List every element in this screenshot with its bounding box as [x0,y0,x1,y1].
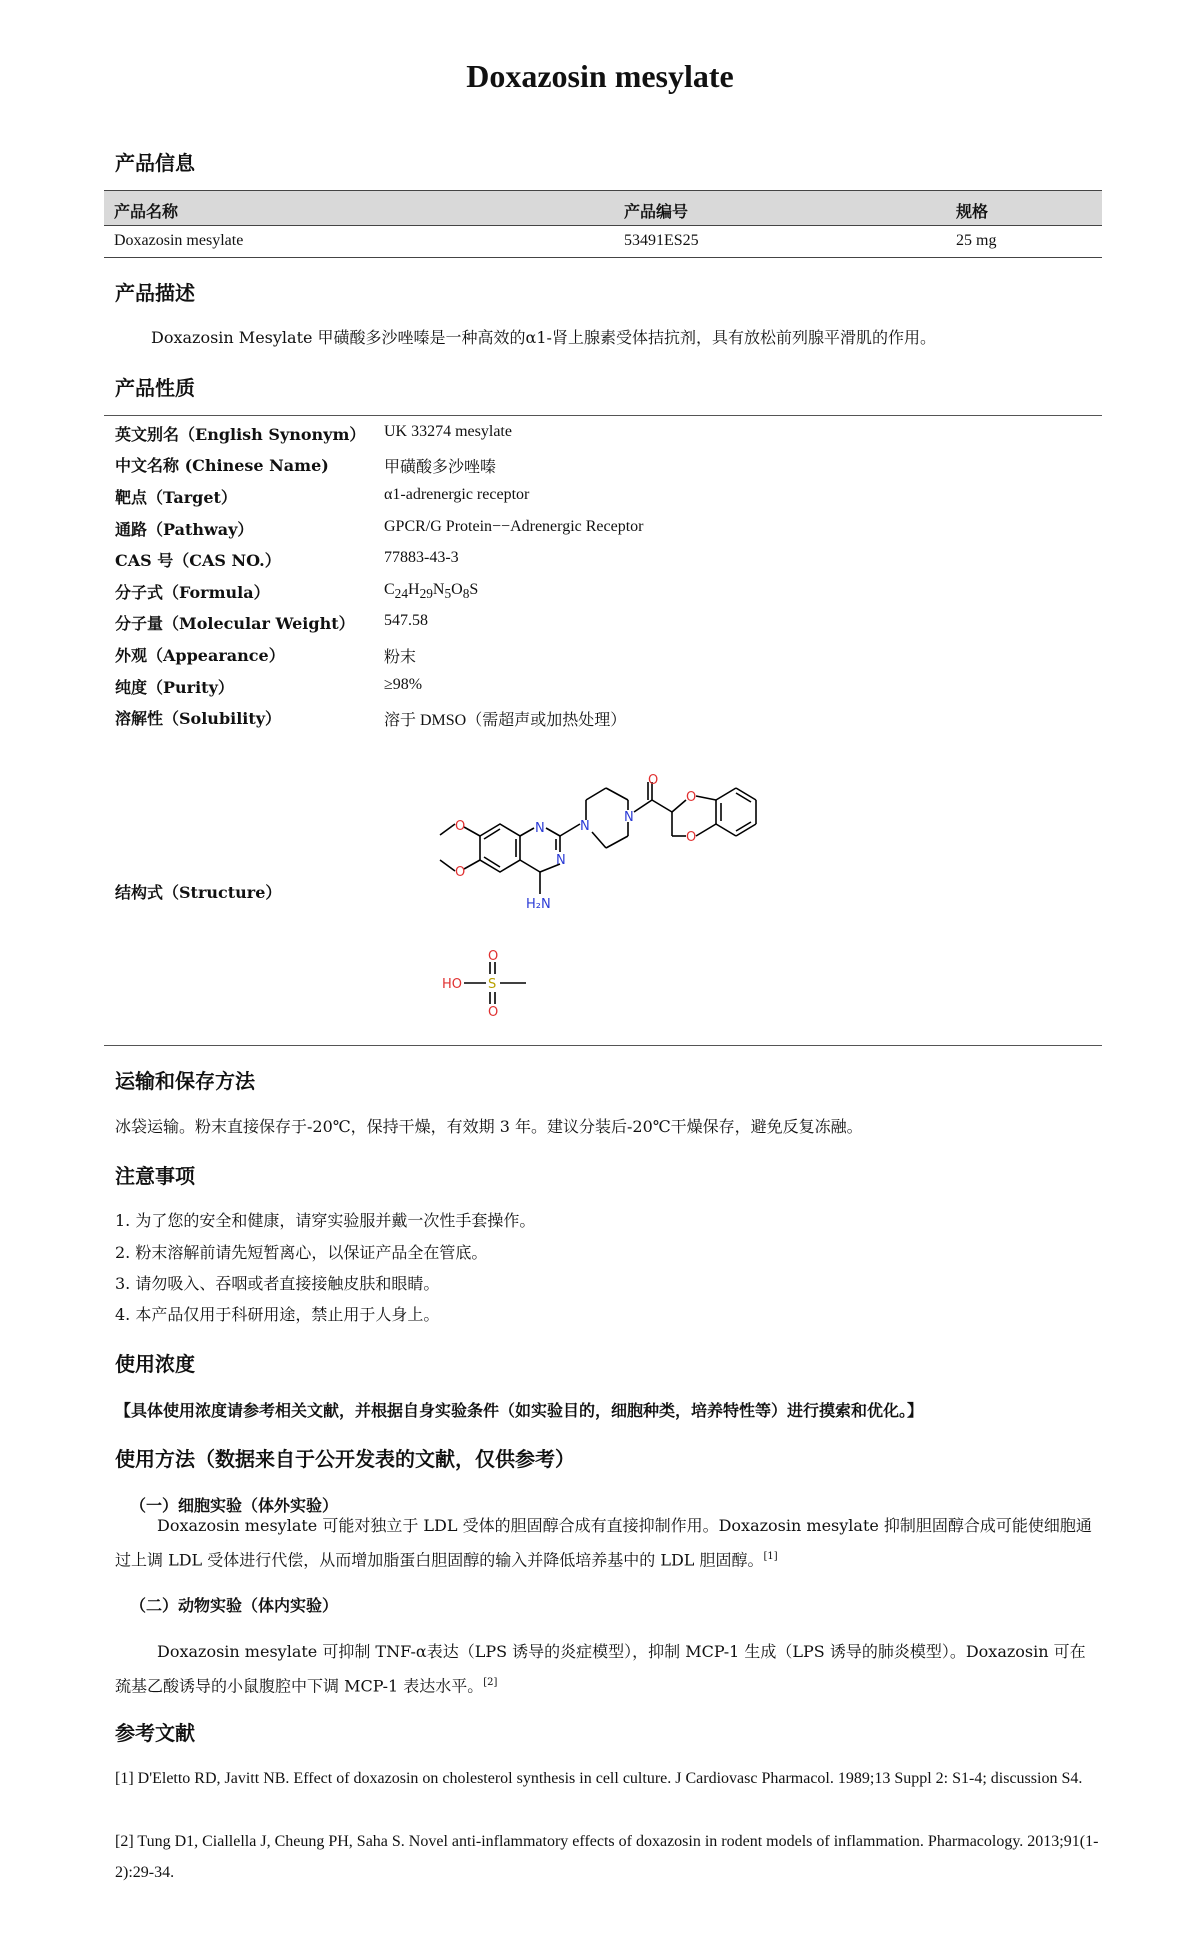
cell-experiment-text: Doxazosin mesylate 可能对独立于 LDL 受体的胆固醇合成有直接抑制作用。Doxazosin mesylate 抑制胆固醇合成可能使细胞通过上调 LDL 受体进行代偿，从而增加脂蛋白胆固醇的输入并降低培养基中的 LDL 胆固醇。[1] [115,1516,1092,1570]
note-item: 1. 为了您的安全和健康，请穿实验服并戴一次性手套操作。 [115,1211,536,1230]
note-item: 2. 粉末溶解前请先短暂离心，以保证产品全在管底。 [115,1243,488,1262]
note-item: 3. 请勿吸入、吞咽或者直接接触皮肤和眼睛。 [115,1274,440,1293]
piperazine-n4: N [624,810,634,825]
mw-value: 547.58 [384,612,428,629]
product-table-header [104,190,1102,226]
appearance-label: 外观（Appearance） [115,646,285,665]
methods-heading: 使用方法（数据来自于公开发表的文献，仅供参考） [115,1447,575,1471]
note-item: 4. 本产品仅用于科研用途，禁止用于人身上。 [115,1305,440,1324]
solubility-label: 溶解性（Solubility） [115,709,282,728]
product-code-cell: 53491ES25 [624,232,699,249]
page-title: Doxazosin mesylate [466,58,734,94]
storage-text: 冰袋运输。粉末直接保存于-20℃，保持干燥，有效期 3 年。建议分装后-20℃干燥保存，避免反复冻融。 [115,1117,863,1136]
msa-oxygen-bottom: O [488,1005,499,1020]
methoxy-oxygen-top: O [455,819,466,834]
msa-sulfur: S [488,977,497,992]
animal-experiment-text: Doxazosin mesylate 可抑制 TNF-α表达（LPS 诱导的炎症模型），抑制 MCP-1 生成（LPS 诱导的肺炎模型）。Doxazosin 可在巯基乙酸诱导的小鼠腹腔中下调 MCP-1 表达水平。[2] [115,1642,1086,1696]
msa-hydroxyl: HO [442,977,463,992]
dioxane-oxygen-bottom: O [686,830,697,845]
cas-label: CAS 号（CAS NO.） [115,551,281,570]
chinese-name-value: 甲磺酸多沙唑嗪 [384,459,497,476]
synonym-label: 英文别名（English Synonym） [115,425,366,444]
formula-label: 分子式（Formula） [115,583,270,602]
structure-image [400,740,830,1040]
storage-heading: 运输和保存方法 [115,1069,255,1093]
product-spec-cell: 25 mg [956,232,997,249]
product-code-header: 产品编号 [624,202,689,221]
dioxane-oxygen-top: O [686,790,697,805]
product-info-heading: 产品信息 [115,151,195,175]
target-label: 靶点（Target） [115,488,237,507]
chinese-name-label: 中文名称 (Chinese Name) [115,456,329,475]
quinazoline-n3: N [556,853,566,868]
concentration-heading: 使用浓度 [115,1352,195,1376]
product-spec-header: 规格 [956,202,989,221]
methoxy-oxygen-bottom: O [455,865,466,880]
solubility-value: 溶于 DMSO（需超声或加热处理） [384,712,627,729]
msa-oxygen-top: O [488,949,499,964]
appearance-value: 粉末 [384,649,417,666]
properties-bottom-rule [104,1045,1102,1046]
piperazine-n1: N [580,819,590,834]
description-text: Doxazosin Mesylate 甲磺酸多沙唑嗪是一种高效的α1-肾上腺素受体拮抗剂，具有放松前列腺平滑肌的作用。 [151,328,936,347]
pathway-label: 通路（Pathway） [115,520,254,539]
amine-group: H₂N [526,897,551,912]
cell-experiment-heading: （一）细胞实验（体外实验） [130,1496,339,1515]
carbonyl-oxygen: O [648,773,659,788]
purity-value: ≥98% [384,676,423,693]
structure-label: 结构式（Structure） [115,883,282,902]
product-table-row [104,226,1102,258]
properties-top-rule [104,415,1102,416]
notes-heading: 注意事项 [115,1164,195,1188]
formula-value: $C_{24}H_{29}N_5O_8S$ [384,581,479,602]
description-heading: 产品描述 [115,281,195,305]
reference-item: [1] D'Eletto RD, Javitt NB. Effect of doxazosin on cholesterol synthesis in cell culture. J Cardiovasc Pharmacol. 1989;13 Suppl 2: S1-4; discussion S4. [115,1770,1083,1787]
properties-heading: 产品性质 [115,376,195,400]
product-name-header: 产品名称 [114,202,179,221]
mw-label: 分子量（Molecular Weight） [115,614,355,633]
purity-label: 纯度（Purity） [115,678,234,697]
quinazoline-n1: N [535,821,545,836]
animal-experiment-heading: （二）动物实验（体内实验） [130,1596,339,1615]
synonym-value: UK 33274 mesylate [384,423,512,440]
concentration-text: 【具体使用浓度请参考相关文献，并根据自身实验条件（如实验目的，细胞种类，培养特性等）进行摸索和优化。】 [115,1401,924,1420]
reference-item: [2] Tung D1, Ciallella J, Cheung PH, Saha S. Novel anti-inflammatory effects of doxazosin in rodent models of inflammation. Pharmacology. 2013;91(1-2):29-34. [115,1833,1099,1881]
product-name-cell: Doxazosin mesylate [114,232,244,249]
pathway-value: GPCR/G Protein−−Adrenergic Receptor [384,518,644,535]
references-heading: 参考文献 [115,1721,195,1745]
target-value: α1-adrenergic receptor [384,486,530,503]
cas-value: 77883-43-3 [384,549,459,566]
